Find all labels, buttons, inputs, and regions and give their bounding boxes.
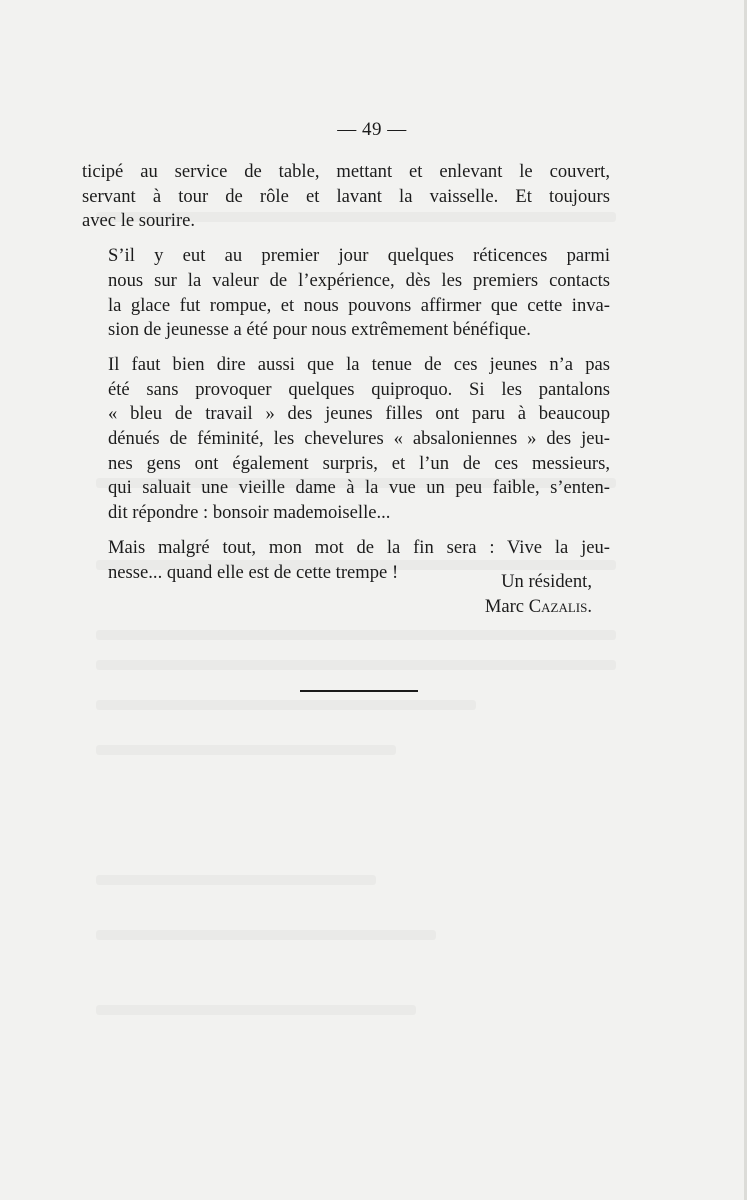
text-line: dit répondre : bonsoir mademoiselle...	[108, 502, 391, 524]
section-divider	[300, 690, 418, 692]
text-line: nous sur la valeur de l’expérience, dès les premiers contacts	[108, 269, 610, 291]
show-through-mark	[96, 1005, 416, 1015]
signature-name	[82, 595, 592, 620]
signature-last-name: Cazalis.	[528, 596, 592, 617]
text-line: Il faut bien dire aussi que la tenue de ces jeunes n’a pas	[108, 353, 610, 375]
page-number: — 49 —	[337, 119, 407, 140]
text-line: avec le sourire.	[82, 210, 196, 232]
text-line: été sans provoquer quelques quiproquo. Si les pantalons	[108, 378, 610, 400]
show-through-mark	[96, 745, 396, 755]
signature-first-name: Marc	[484, 596, 525, 617]
paragraph-1	[82, 160, 610, 234]
show-through-mark	[96, 875, 376, 885]
show-through-mark	[96, 660, 616, 670]
text-line: qui saluait une vieille dame à la vue un peu faible, s’enten-	[108, 477, 610, 499]
text-line: S’il y eut au premier jour quelques réticences parmi	[108, 245, 610, 267]
paragraph-3	[82, 353, 610, 526]
paragraph-2	[82, 244, 610, 343]
show-through-mark	[96, 700, 476, 710]
text-line: la glace fut rompue, et nous pouvons affirmer que cette inva-	[108, 294, 610, 316]
text-line: nes gens ont également surpris, et l’un de ces messieurs,	[108, 452, 610, 474]
signature-role: Un résident,	[501, 571, 592, 592]
text-line: dénués de féminité, les chevelures « absaloniennes » des jeu-	[108, 428, 610, 450]
text-line: ticipé au service de table, mettant et enlevant le couvert,	[82, 161, 610, 182]
text-line: Mais malgré tout, mon mot de la fin sera : Vive la jeu-	[108, 536, 610, 558]
show-through-mark	[96, 630, 616, 640]
text-line: nesse... quand elle est de cette trempe !	[108, 561, 399, 583]
body-text	[82, 160, 610, 595]
show-through-mark	[96, 930, 436, 940]
text-line: « bleu de travail » des jeunes filles ont paru à beaucoup	[108, 403, 610, 425]
text-line: sion de jeunesse a été pour nous extrêmement bénéfique.	[108, 319, 531, 341]
text-line: servant à tour de rôle et lavant la vaisselle. Et toujours	[82, 185, 610, 207]
